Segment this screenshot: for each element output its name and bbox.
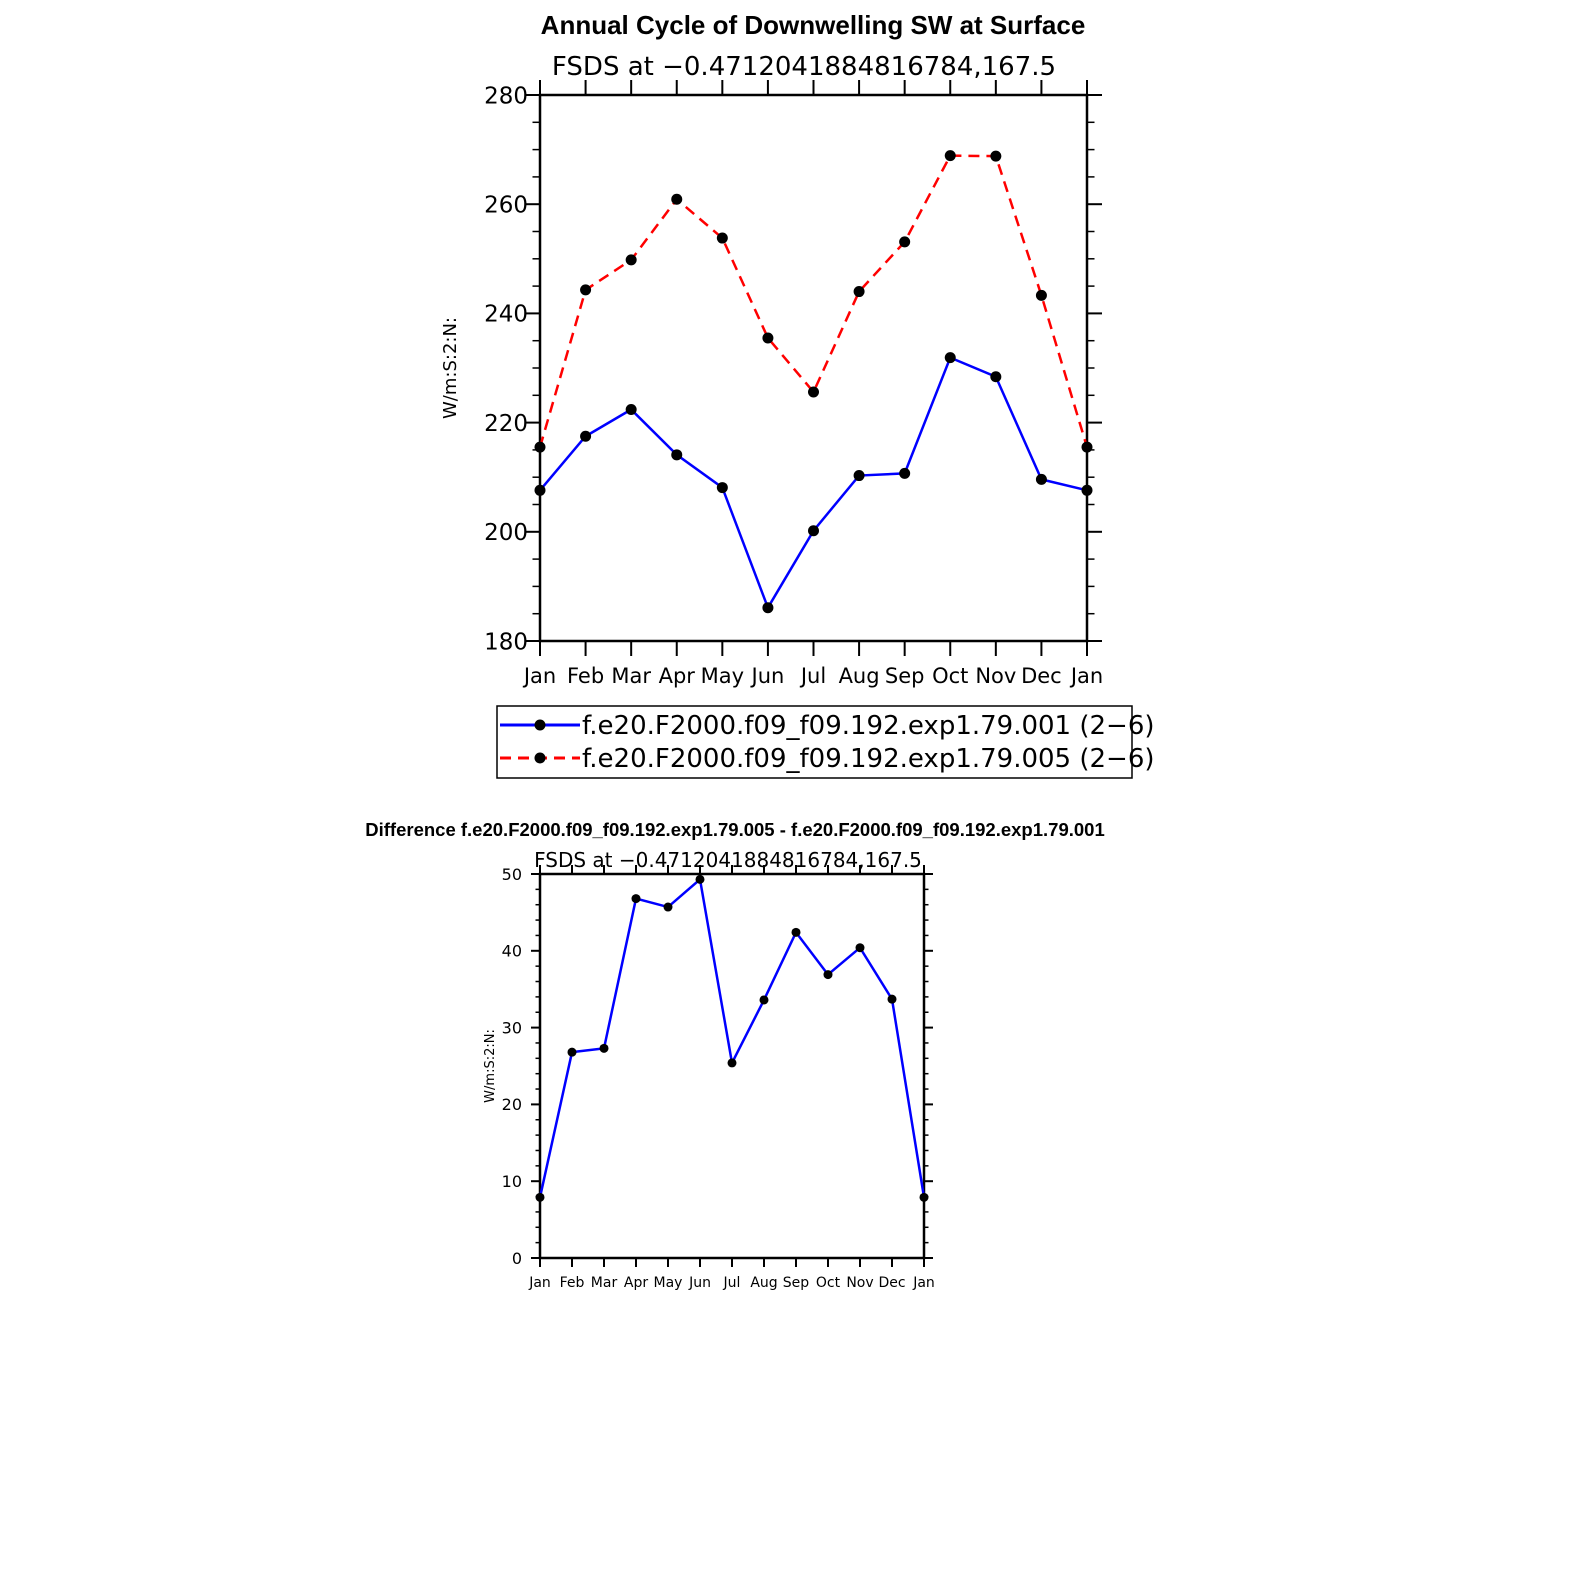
legend-label-series-1: f.e20.F2000.f09_f09.192.exp1.79.001 (2−6) — [582, 711, 1155, 741]
data-point-series-1 — [945, 352, 956, 363]
x-tick-label: Jan — [1070, 664, 1104, 688]
x-tick-label: Jan — [523, 664, 557, 688]
y-tick-label: 200 — [484, 520, 528, 547]
data-point-series-1 — [920, 1193, 929, 1202]
x-tick-label: Apr — [658, 664, 695, 688]
x-tick-label: Aug — [838, 664, 880, 688]
x-tick-label: Mar — [611, 664, 651, 688]
data-point-series-1 — [808, 525, 819, 536]
y-tick-label: 240 — [484, 301, 528, 328]
x-tick-label: Jun — [751, 664, 785, 688]
data-point-series-2 — [808, 387, 819, 398]
data-point-series-2 — [580, 284, 591, 295]
y-tick-label: 260 — [484, 192, 528, 219]
x-tick-label: May — [700, 664, 745, 688]
x-tick-label: Oct — [815, 1275, 841, 1291]
y-tick-label: 50 — [501, 864, 522, 884]
data-point-series-1 — [671, 449, 682, 460]
data-point-series-1 — [568, 1048, 577, 1057]
series-line-1 — [540, 879, 924, 1197]
x-tick-label: Dec — [878, 1275, 906, 1291]
data-point-series-1 — [899, 468, 910, 479]
data-point-series-1 — [580, 431, 591, 442]
data-point-series-2 — [1036, 290, 1047, 301]
data-point-series-2 — [990, 151, 1001, 162]
y-tick-label: 20 — [501, 1095, 522, 1115]
difference-chart — [365, 819, 1104, 1291]
data-point-series-2 — [945, 150, 956, 161]
y-tick-label: 220 — [484, 410, 528, 437]
data-point-series-1 — [632, 894, 641, 903]
top-chart — [440, 10, 1155, 778]
x-tick-label: Sep — [782, 1275, 810, 1291]
x-tick-label: Jan — [529, 1275, 551, 1291]
x-tick-label: Jun — [689, 1275, 711, 1291]
x-tick-label: Aug — [750, 1275, 778, 1291]
data-point-series-1 — [760, 995, 769, 1004]
data-point-series-1 — [888, 995, 897, 1004]
data-point-series-1 — [1036, 474, 1047, 485]
x-tick-label: Jan — [913, 1275, 935, 1291]
legend-label-series-2: f.e20.F2000.f09_f09.192.exp1.79.005 (2−6) — [582, 744, 1155, 774]
data-point-series-1 — [792, 928, 801, 937]
x-tick-label: Oct — [932, 664, 969, 688]
x-tick-label: Jul — [723, 1275, 741, 1291]
y-tick-label: 40 — [501, 941, 522, 961]
data-point-series-1 — [990, 371, 1001, 382]
x-tick-label: Apr — [623, 1275, 649, 1291]
data-point-series-2 — [899, 236, 910, 247]
legend — [497, 706, 1155, 778]
y-tick-label: 180 — [484, 629, 528, 656]
y-tick-label: 10 — [501, 1171, 522, 1191]
difference-chart-subtitle: FSDS at −0.4712041884816784,167.5 — [534, 848, 922, 872]
y-tick-label: 0 — [511, 1248, 522, 1268]
data-point-series-2 — [1082, 442, 1093, 453]
x-tick-label: May — [653, 1275, 683, 1291]
difference-chart-title: Difference f.e20.F2000.f09_f09.192.exp1.79.005 - f.e20.F2000.f09_f09.192.exp1.79.001 — [365, 819, 1105, 840]
x-tick-label: Feb — [566, 664, 605, 688]
data-point-series-2 — [626, 254, 637, 265]
x-tick-label: Feb — [559, 1275, 585, 1291]
difference-y-axis-label: W/m:S:2:N: — [483, 1029, 498, 1103]
x-tick-label: Jul — [800, 664, 827, 688]
data-point-series-1 — [696, 875, 705, 884]
data-point-series-1 — [600, 1044, 609, 1053]
data-point-series-2 — [717, 233, 728, 244]
series-line-2 — [540, 156, 1087, 448]
data-point-series-2 — [535, 442, 546, 453]
y-axis-label: W/m:S:2:N: — [440, 317, 461, 419]
legend-marker-series-2 — [535, 753, 546, 764]
data-point-series-1 — [536, 1193, 545, 1202]
plot-frame — [540, 95, 1087, 641]
legend-marker-series-1 — [535, 720, 546, 731]
chart-title: Annual Cycle of Downwelling SW at Surface — [540, 10, 1086, 40]
data-point-series-1 — [856, 943, 865, 952]
x-tick-label: Sep — [884, 664, 925, 688]
data-point-series-1 — [717, 482, 728, 493]
x-tick-label: Nov — [975, 664, 1017, 688]
chart-subtitle: FSDS at −0.4712041884816784,167.5 — [551, 52, 1057, 82]
data-point-series-2 — [671, 194, 682, 205]
x-tick-label: Dec — [1021, 664, 1062, 688]
data-point-series-1 — [728, 1058, 737, 1067]
data-point-series-1 — [824, 970, 833, 979]
x-tick-label: Nov — [846, 1275, 874, 1291]
x-tick-label: Mar — [590, 1275, 618, 1291]
data-point-series-1 — [762, 602, 773, 613]
data-point-series-2 — [762, 332, 773, 343]
data-point-series-1 — [626, 404, 637, 415]
y-tick-label: 280 — [484, 83, 528, 110]
data-point-series-1 — [1082, 485, 1093, 496]
y-tick-label: 30 — [501, 1018, 522, 1038]
data-point-series-2 — [854, 286, 865, 297]
data-point-series-1 — [854, 470, 865, 481]
data-point-series-1 — [664, 903, 673, 912]
data-point-series-1 — [535, 485, 546, 496]
